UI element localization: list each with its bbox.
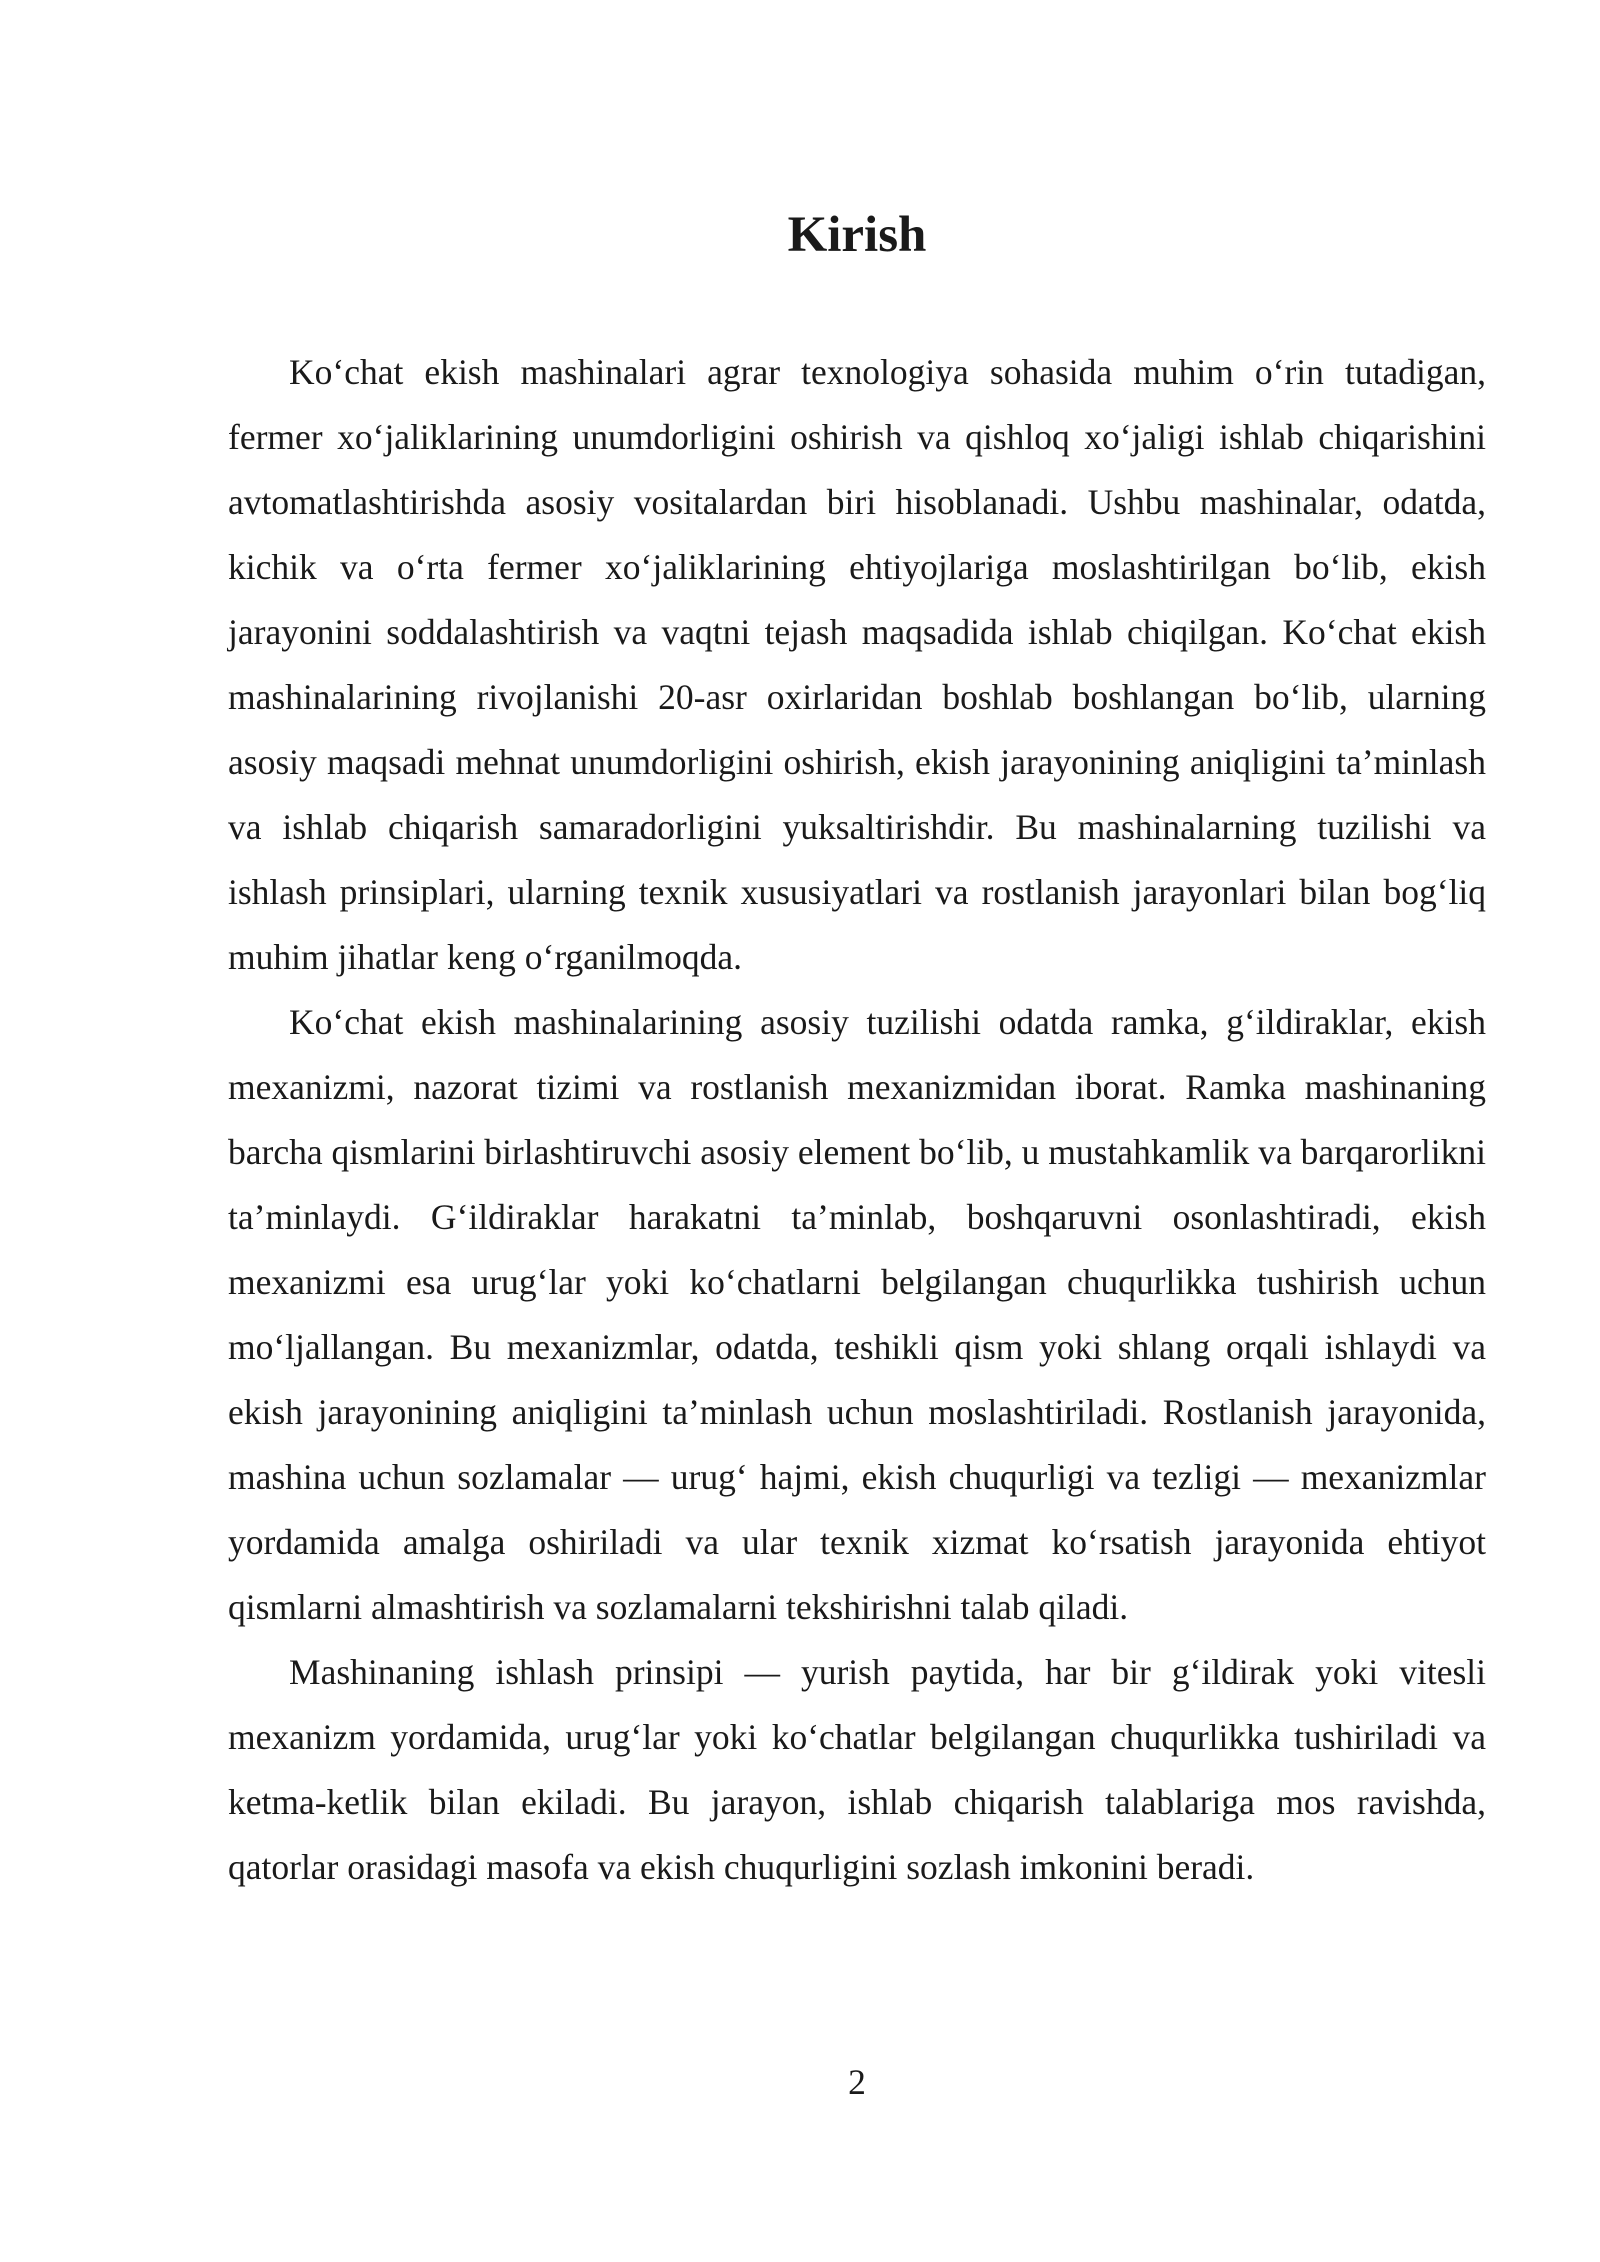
page-number: 2 xyxy=(848,2062,866,2102)
paragraph-2: Ko‘chat ekish mashinalarining asosiy tuzilishi odatda ramka, g‘ildiraklar, ekish mexanizmi, nazorat tizimi va rostlanish mexanizmidan iborat. Ramka mashinaning barcha qismlarini birlashtiruvchi asosiy element bo‘lib, u mustahkamlik va barqarorlikni ta’minlaydi. G‘ildiraklar harakatni ta’minlab, boshqaruvni osonlashtiradi, ekish mexanizmi esa urug‘lar yoki ko‘chatlarni belgilangan chuqurlikka tushirish uchun mo‘ljallangan. Bu mexanizmlar, odatda, teshikli qism yoki shlang orqali ishlaydi va ekish jarayonining aniqligini ta’minlash uchun moslashtiriladi. Rostlanish jarayonida, mashina uchun sozlamalar — urug‘ hajmi, ekish chuqurligi va tezligi — mexanizmlar yordamida amalga oshiriladi va ular texnik xizmat ko‘rsatish jarayonida ehtiyot qismlarni almashtirish va sozlamalarni tekshirishni talab qiladi. xyxy=(228,1002,1486,1627)
section-heading: Kirish xyxy=(787,207,927,263)
body-text xyxy=(228,340,1486,1900)
paragraph-3: Mashinaning ishlash prinsipi — yurish paytida, har bir g‘ildirak yoki vitesli mexanizm yordamida, urug‘lar yoki ko‘chatlar belgilangan chuqurlikka tushiriladi va ketma-ketlik bilan ekiladi. Bu jarayon, ishlab chiqarish talablariga mos ravishda, qatorlar orasidagi masofa va ekish chuqurligini sozlash imkonini beradi. xyxy=(228,1652,1486,1887)
paragraph-1: Ko‘chat ekish mashinalari agrar texnologiya sohasida muhim o‘rin tutadigan, fermer xo‘jaliklarining unumdorligini oshirish va qishloq xo‘jaligi ishlab chiqarishini avtomatlashtirishda asosiy vositalardan biri hisoblanadi. Ushbu mashinalar, odatda, kichik va o‘rta fermer xo‘jaliklarining ehtiyojlariga moslashtirilgan bo‘lib, ekish jarayonini soddalashtirish va vaqtni tejash maqsadida ishlab chiqilgan. Ko‘chat ekish mashinalarining rivojlanishi 20-asr oxirlaridan boshlab boshlangan bo‘lib, ularning asosiy maqsadi mehnat unumdorligini oshirish, ekish jarayonining aniqligini ta’minlash va ishlab chiqarish samaradorligini yuksaltirishdir. Bu mashinalarning tuzilishi va ishlash prinsiplari, ularning texnik xususiyatlari va rostlanish jarayonlari bilan bog‘liq muhim jihatlar keng o‘rganilmoqda. xyxy=(228,352,1486,977)
